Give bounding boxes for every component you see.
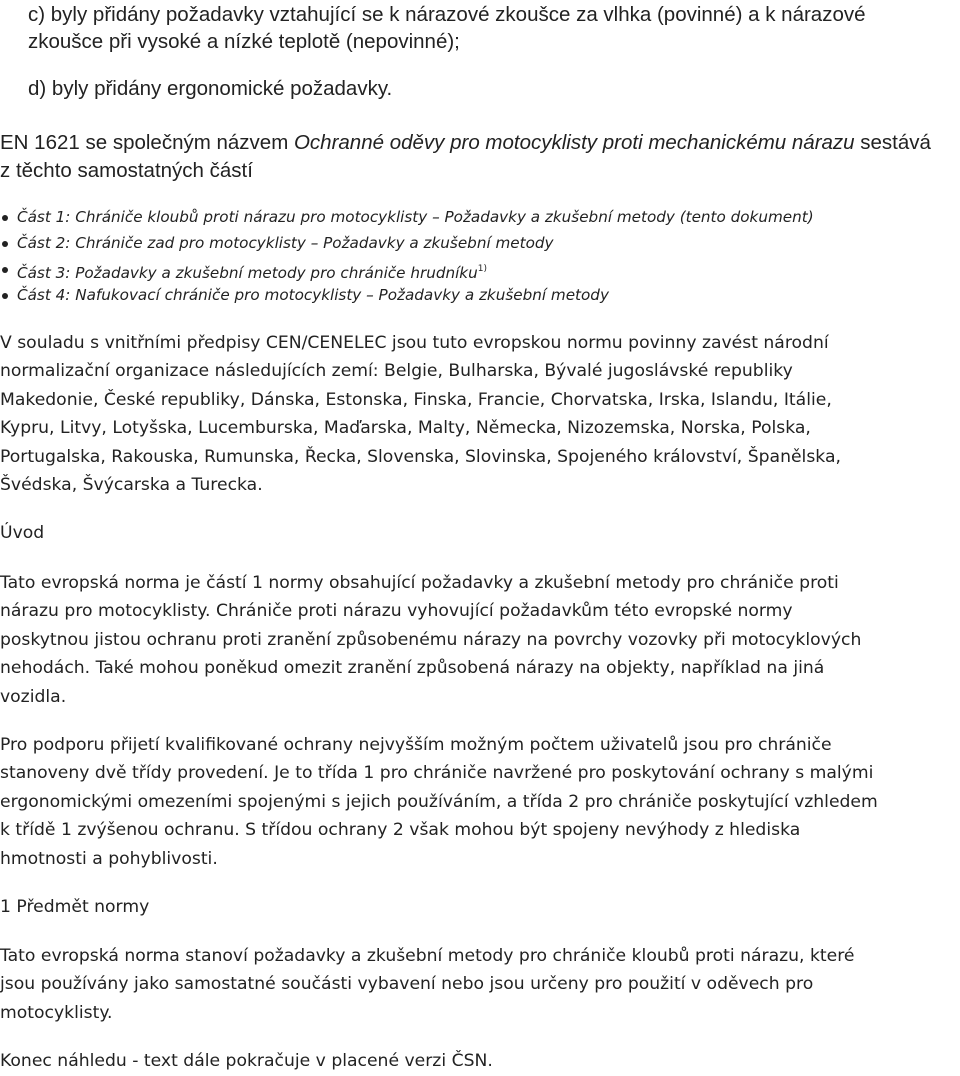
paragraph-line: Pro podporu přijetí kvalifikované ochrany nejvyšším možným počtem uživatelů jsou pro chrániče [0, 735, 832, 755]
cen-paragraph [0, 329, 960, 499]
parts-intro [0, 129, 960, 185]
bullet-icon [2, 215, 8, 221]
paragraph-line: Makedonie, České republiky, Dánska, Estonska, Finska, Francie, Chorvatska, Irska, Islandu, Itálie, [0, 389, 832, 410]
paragraph-line: normalizační organizace následujících zemí: Belgie, Bulharska, Bývalé jugoslávské republiky [0, 361, 793, 382]
bullet-icon [2, 267, 8, 273]
preview-end-notice: Konec náhledu - text dále pokračuje v placené verzi ČSN. [0, 1051, 493, 1071]
scope-paragraph [0, 942, 960, 1027]
part-3-title: Část 3: Požadavky a zkušební metody pro chrániče hrudníku [17, 264, 478, 282]
footnote-ref: 1) [477, 264, 487, 274]
part-2-title: Část 2: Chrániče zad pro motocyklisty – Požadavky a zkušební metody [17, 234, 554, 252]
item-c-line-2: zkoušce při vysoké a nízké teplotě (nepovinné); [28, 30, 460, 53]
paragraph-line: Tato evropská norma je částí 1 normy obsahující požadavky a zkušební metody pro chrániče proti [0, 573, 839, 593]
paragraph-line: V souladu s vnitřními předpisy CEN/CENELEC jsou tuto evropskou normu povinny zavést národní [0, 333, 829, 353]
paragraph-line: ergonomickými omezeními spojenými s jejich používáním, a třída 2 pro chrániče poskytující vzhledem [0, 791, 878, 812]
paragraph-line: vozidla. [0, 686, 67, 707]
paragraph-line: poskytnou jistou ochranu proti zranění způsobenému nárazy na povrchy vozovky při motocyklových [0, 629, 862, 650]
uvod-paragraph-1 [0, 569, 960, 711]
paragraph-line: Tato evropská norma stanoví požadavky a zkušební metody pro chrániče kloubů proti nárazu, které [0, 946, 855, 966]
list-item [0, 230, 960, 256]
paragraph-line: nehodách. Také mohou poněkud omezit zranění způsobená nárazy na objekty, například na jiná [0, 658, 825, 679]
bullet-icon [2, 241, 8, 247]
amendment-list [0, 1, 960, 111]
list-item [0, 282, 960, 308]
paragraph-line: Kypru, Litvy, Lotyšska, Lucemburska, Maďarska, Malty, Německa, Nizozemska, Norska, Polska, [0, 418, 811, 439]
list-item [0, 256, 960, 282]
paragraph-line: hmotnosti a pohyblivosti. [0, 848, 218, 869]
parts-list [0, 204, 960, 308]
paragraph-line: k třídě 1 zvýšenou ochranu. S třídou ochrany 2 však mohou být spojeny nevýhody z hlediska [0, 820, 801, 841]
standard-title: Ochranné oděvy pro motocyklisty proti mechanickému nárazu [293, 131, 855, 154]
uvod-paragraph-2 [0, 731, 960, 873]
parts-intro-suffix: sestává [854, 131, 931, 154]
item-c-line-1: c) byly přidány požadavky vztahující se k nárazové zkoušce za vlhka (povinné) a k nárazové [28, 3, 866, 26]
bullet-icon [2, 293, 8, 299]
part-4-title: Část 4: Nafukovací chrániče pro motocyklisty – Požadavky a zkušební metody [17, 286, 609, 304]
parts-intro-line-2: z těchto samostatných částí [0, 159, 253, 182]
paragraph-line: stanoveny dvě třídy provedení. Je to třída 1 pro chrániče navržené pro poskytování ochrany s malými [0, 763, 874, 784]
part-1-title: Část 1: Chrániče kloubů proti nárazu pro motocyklisty – Požadavky a zkušební metody (tento dokument) [17, 208, 814, 226]
paragraph-line: motocyklisty. [0, 1002, 113, 1023]
paragraph-line: Portugalska, Rakouska, Rumunska, Řecka, Slovenska, Slovinska, Spojeného království, Španělska, [0, 446, 841, 467]
parts-intro-prefix: EN 1621 se společným názvem [0, 131, 294, 154]
list-item [0, 204, 960, 230]
paragraph-line: jsou používány jako samostatné součásti vybavení nebo jsou určeny pro použití v oděvech pro [0, 974, 814, 995]
paragraph-line: nárazu pro motocyklisty. Chrániče proti nárazu vyhovující požadavkům této evropské normy [0, 601, 793, 622]
item-d: d) byly přidány ergonomické požadavky. [28, 77, 393, 100]
paragraph-line: Švédska, Švýcarska a Turecka. [0, 475, 263, 496]
section-heading-scope: 1 Předmět normy [0, 897, 150, 917]
section-heading-uvod: Úvod [0, 523, 45, 543]
parts-intro-line-1 [0, 129, 960, 157]
